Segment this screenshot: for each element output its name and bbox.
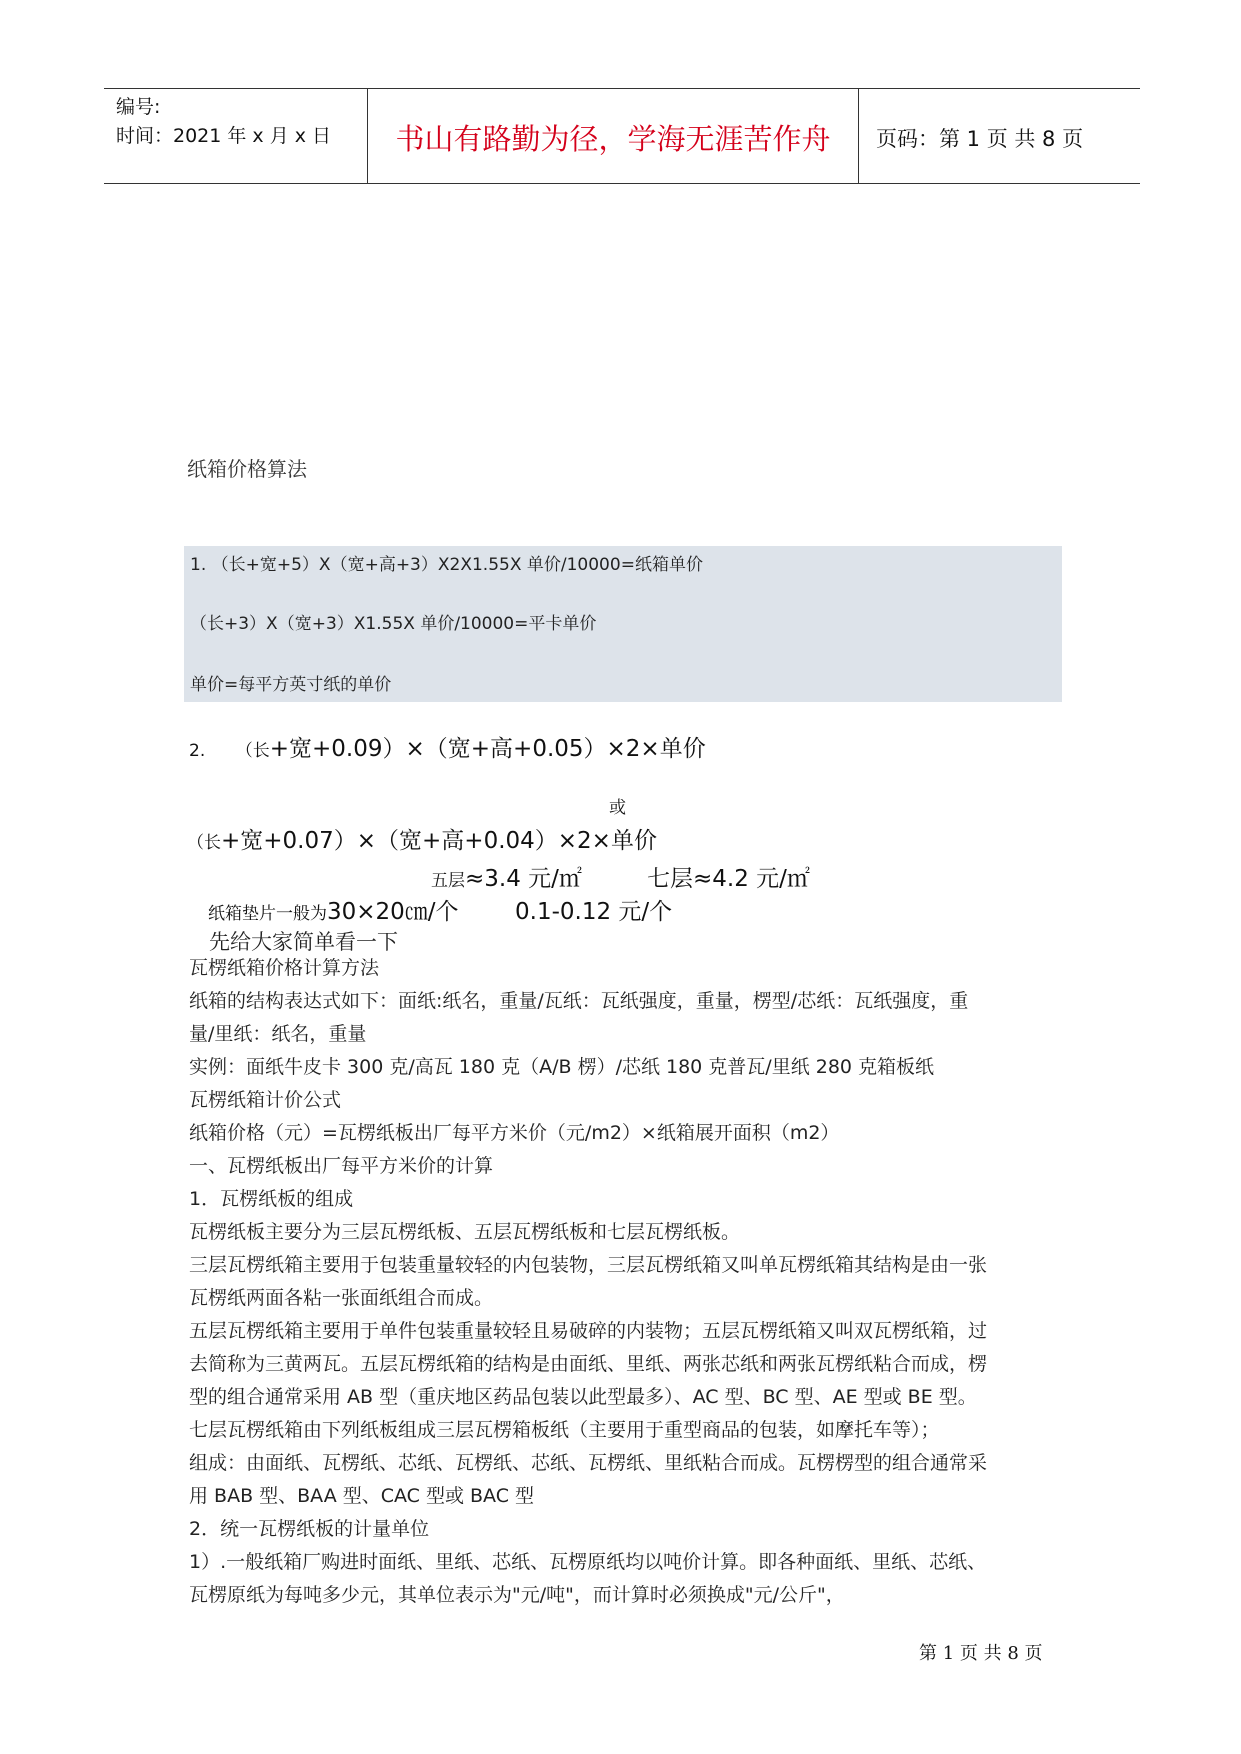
body-line: 组成：由面纸、瓦楞纸、芯纸、瓦楞纸、芯纸、瓦楞纸、里纸粘合而成。瓦楞楞型的组合通常采 — [189, 1452, 988, 1474]
five-layer-label: 五层 — [431, 871, 465, 891]
body-line: 型的组合通常采用 AB 型（重庆地区药品包装以此型最多）、AC 型、BC 型、AE 型或 BE 型。 — [189, 1386, 977, 1408]
body-line: 三层瓦楞纸箱主要用于包装重量较轻的内包装物，三层瓦楞纸箱又叫单瓦楞纸箱其结构是由一张 — [189, 1254, 988, 1276]
formula-box — [184, 546, 1062, 702]
body-line: 去简称为三黄两瓦。五层瓦楞纸箱的结构是由面纸、里纸、两张芯纸和两张瓦楞纸粘合而成，楞 — [189, 1353, 988, 1375]
formula-alt-part-a: （长 — [187, 833, 221, 853]
formula-2-number: 2. — [189, 741, 206, 761]
formula-alt — [187, 822, 657, 855]
body-line: 瓦楞原纸为每吨多少元，其单位表示为"元/吨"，而计算时必须换成"元/公斤"， — [189, 1584, 845, 1606]
formula-line-3: 单价=每平方英寸纸的单价 — [190, 675, 392, 695]
header-motto: 书山有路勤为径，学海无涯苦作舟 — [395, 122, 831, 156]
body-line: 瓦楞纸板主要分为三层瓦楞纸板、五层瓦楞纸板和七层瓦楞纸板。 — [189, 1221, 741, 1243]
body-line: 七层瓦楞纸箱由下列纸板组成三层瓦楞箱板纸（主要用于重型商品的包装，如摩托车等）； — [189, 1419, 940, 1441]
body-line: 实例：面纸牛皮卡 300 克/高瓦 180 克（A/B 楞）/芯纸 180 克普瓦/里纸 280 克箱板纸 — [189, 1056, 935, 1078]
document-title: 纸箱价格算法 — [187, 457, 307, 481]
formula-2 — [189, 730, 706, 763]
body-line: 用 BAB 型、BAA 型、CAC 型或 BAC 型 — [189, 1485, 535, 1507]
body-line: 瓦楞纸箱计价公式 — [189, 1089, 342, 1111]
five-layer-value: ≈3.4 元/㎡ — [465, 866, 582, 892]
header-divider — [858, 89, 859, 183]
body-line: 瓦楞纸两面各粘一张面纸组合而成。 — [189, 1287, 494, 1309]
seven-layer-price: 七层≈4.2 元/㎡ — [647, 866, 810, 892]
header-meta — [116, 93, 366, 151]
formula-line-2: （长+3）X（宽+3）X1.55X 单价/10000=平卡单价 — [190, 614, 597, 634]
formula-2-part-b: +宽+0.09）×（宽+高+0.05）×2×单价 — [269, 736, 706, 762]
intro-text: 先给大家简单看一下 — [209, 930, 398, 954]
body-line: 2．统一瓦楞纸板的计量单位 — [189, 1518, 430, 1540]
page-header — [104, 88, 1140, 184]
body-line: 一、瓦楞纸板出厂每平方米价的计算 — [189, 1155, 494, 1177]
page-footer: 第 1 页 共 8 页 — [919, 1643, 1043, 1664]
formula-line-1: 1. （长+宽+5）X（宽+高+3）X2X1.55X 单价/10000=纸箱单价 — [190, 555, 703, 575]
pad-size: 30×20㎝/个 — [327, 899, 459, 925]
number-label: 编号: — [116, 96, 161, 118]
formula-alt-part-b: +宽+0.07）×（宽+高+0.04）×2×单价 — [221, 828, 657, 854]
body-line: 量/里纸：纸名，重量 — [189, 1023, 367, 1045]
time-label: 时间：2021 年 x 月 x 日 — [116, 125, 332, 147]
five-layer-price — [431, 860, 582, 893]
body-line: 瓦楞纸箱价格计算方法 — [189, 957, 380, 979]
pad-price: 0.1-0.12 元/个 — [515, 899, 673, 925]
body-line: 五层瓦楞纸箱主要用于单件包装重量较轻且易破碎的内装物；五层瓦楞纸箱又叫双瓦楞纸箱，过 — [189, 1320, 988, 1342]
body-line: 纸箱的结构表达式如下：面纸:纸名，重量/瓦纸：瓦纸强度，重量，楞型/芯纸：瓦纸强度，重 — [189, 990, 969, 1012]
pad-label: 纸箱垫片一般为 — [208, 904, 327, 924]
body-line: 1．瓦楞纸板的组成 — [189, 1188, 354, 1210]
body-text — [189, 952, 1069, 1612]
body-line: 1）.一般纸箱厂购进时面纸、里纸、芯纸、瓦楞原纸均以吨价计算。即各种面纸、里纸、芯纸、 — [189, 1551, 987, 1573]
pad-info — [208, 893, 459, 926]
formula-2-part-a: （长 — [235, 741, 270, 761]
body-line: 纸箱价格（元）=瓦楞纸板出厂每平方米价（元/m2）×纸箱展开面积（m2） — [189, 1122, 840, 1144]
header-page-info: 页码：第 1 页 共 8 页 — [876, 127, 1084, 151]
or-label: 或 — [609, 798, 626, 818]
